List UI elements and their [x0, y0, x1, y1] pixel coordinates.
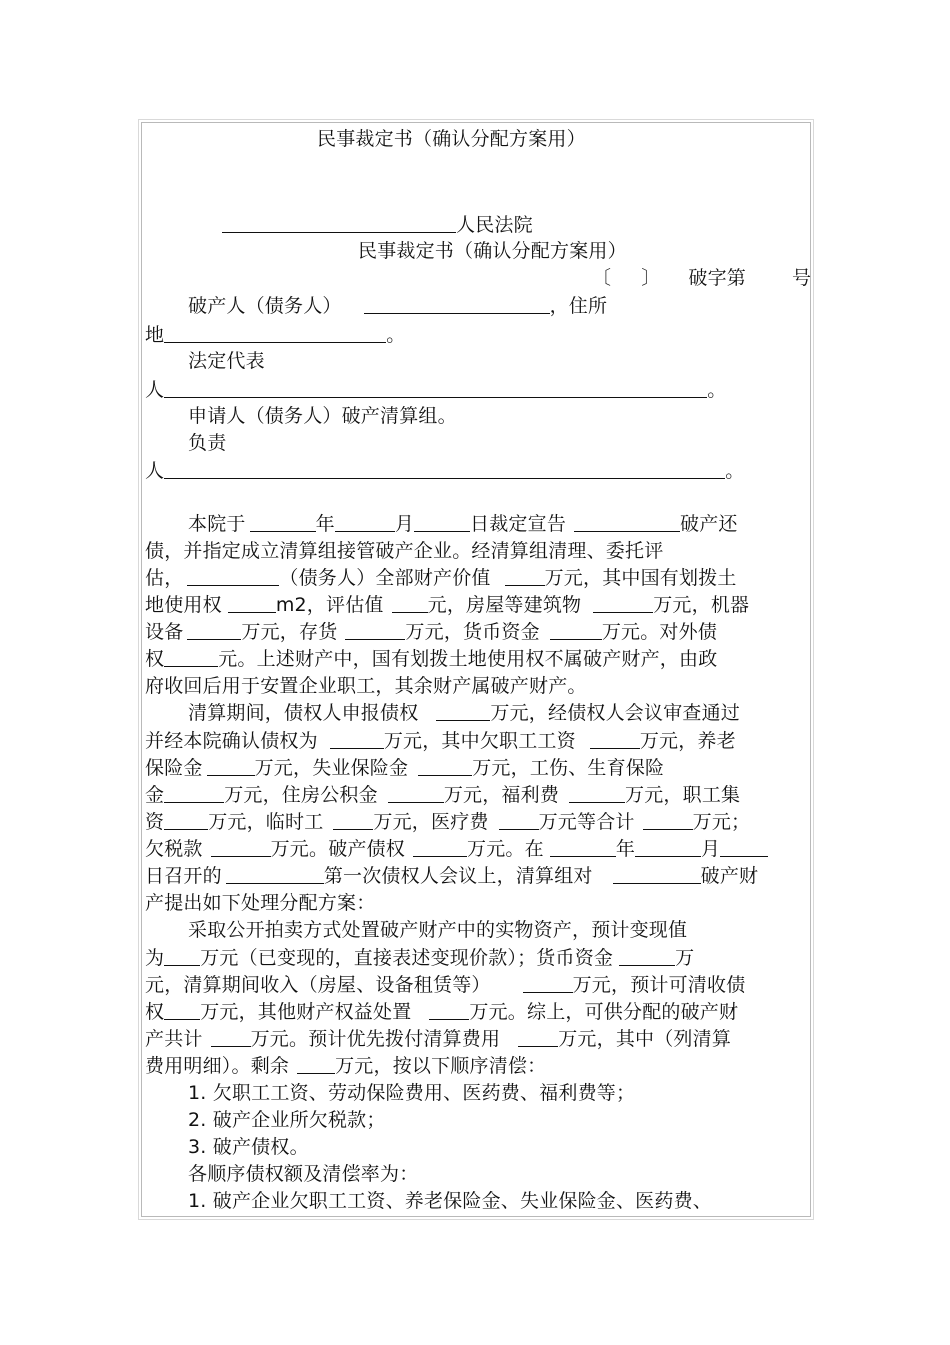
- blank-distributable[interactable]: [211, 1028, 251, 1047]
- p2-text: 第一次债权人会议上，清算组对: [323, 865, 593, 887]
- p2-text: 万元；: [692, 811, 751, 833]
- p2-line3: [145, 756, 664, 780]
- p2-text: 万元，工伤、生育保险: [472, 757, 665, 779]
- p3-text: 万元（已变现的，直接表述变现价款）；货币资金: [200, 947, 614, 969]
- blank-fundraising[interactable]: [164, 811, 208, 830]
- p2-line8: 产提出如下处理分配方案：: [145, 892, 376, 914]
- principal-line: [145, 459, 744, 483]
- applicant-line: 申请人（债务人）破产清算组。: [188, 405, 457, 427]
- blank-meeting-month[interactable]: [635, 838, 701, 857]
- blank-rental-income[interactable]: [523, 974, 573, 993]
- p2-text: 清算期间，债权人申报债权: [188, 702, 419, 724]
- p1-text: 权: [145, 648, 165, 670]
- blank-wages[interactable]: [590, 730, 640, 749]
- blank-meeting-date[interactable]: [226, 865, 324, 884]
- court-name-line: [222, 213, 533, 237]
- p2-text: 万元，职工集: [625, 784, 741, 806]
- blank-cash[interactable]: [550, 621, 602, 640]
- order-item-3: 3. 破产债权。: [188, 1136, 309, 1158]
- p2-text: 万元，临时工: [208, 811, 324, 833]
- p1-text: m2，评估值: [275, 594, 384, 616]
- blank-address[interactable]: [164, 324, 386, 343]
- blank-inventory[interactable]: [345, 621, 405, 640]
- p3-line6: [145, 1054, 546, 1078]
- order-item-1: 1. 欠职工工资、劳动保险费用、医药费、福利费等；: [188, 1082, 636, 1104]
- blank-legal-rep[interactable]: [164, 379, 707, 398]
- p3-line4: [145, 1000, 738, 1024]
- legal-rep-label: 法定代表: [188, 350, 265, 372]
- p1-text: 破产还: [680, 513, 738, 535]
- p1-line1: [188, 512, 738, 536]
- bankrupt-label: 破产人（债务人）: [188, 295, 342, 317]
- principal-suffix: 人: [145, 460, 165, 482]
- residence-label: ，住所: [549, 295, 608, 317]
- address-end: 。: [386, 324, 406, 346]
- p1-line6: [145, 647, 717, 671]
- legal-rep-suffix: 人: [145, 379, 165, 401]
- blank-total-value[interactable]: [505, 567, 545, 586]
- legal-rep-line: [145, 378, 726, 402]
- p3-text: 元，清算期间收入（房屋、设备租赁等）: [145, 974, 491, 996]
- blank-buildings[interactable]: [593, 594, 653, 613]
- p2-text: 并经本院确认债权为: [145, 730, 318, 752]
- case-year-open: 〔: [592, 267, 612, 289]
- p1-text: 万元，机器: [653, 594, 750, 616]
- p2-text: 万元，福利费: [443, 784, 560, 806]
- p3-text: 为: [145, 947, 165, 969]
- blank-bankruptcy-claims[interactable]: [413, 838, 467, 857]
- case-mid: 破字第: [688, 267, 747, 289]
- p3-text: 万元。预计优先拨付清算费用: [250, 1028, 501, 1050]
- p2-text: 万元，医疗费: [373, 811, 489, 833]
- p1-text: 日裁定宣告: [470, 513, 567, 535]
- blank-debtor[interactable]: [187, 567, 279, 586]
- p2-text: 万元等合计: [538, 811, 635, 833]
- blank-appraisal[interactable]: [392, 594, 428, 613]
- p2-text: 欠税款: [145, 838, 203, 860]
- p2-text: 金: [145, 784, 165, 806]
- p2-text: 破产财: [700, 865, 759, 887]
- principal-end: 。: [725, 460, 745, 482]
- p1-text: 元。上述财产中，国有划拨土地使用权不属破产财产，由政: [218, 648, 718, 670]
- principal-label: 负责: [188, 432, 227, 454]
- p1-line2: 债，并指定成立清算组接管破产企业。经清算组清理、委托评: [145, 540, 664, 562]
- p3-text: 权: [145, 1001, 165, 1023]
- p1-text: （债务人）全部财产价值: [279, 567, 491, 589]
- p1-line5: [145, 620, 717, 644]
- blank-medical[interactable]: [499, 811, 539, 830]
- court-suffix: 人民法院: [456, 214, 533, 236]
- blank-enterprise-2[interactable]: [613, 865, 701, 884]
- case-end: 号: [792, 267, 812, 289]
- blank-declared-claims[interactable]: [436, 702, 490, 721]
- p1-text: 万元，货币资金: [405, 621, 540, 643]
- p3-text: 万元。综上，可供分配的破产财: [469, 1001, 739, 1023]
- p2-line6: [145, 837, 768, 861]
- p2-text: 资: [145, 811, 165, 833]
- p2-text: 万元，经债权人会议审查通过: [490, 702, 741, 724]
- p1-text: 设备: [145, 621, 184, 643]
- blank-realization-value[interactable]: [164, 947, 200, 966]
- blank-injury-insurance[interactable]: [164, 784, 224, 803]
- blank-clearing-costs[interactable]: [518, 1028, 558, 1047]
- case-year-close: 〕: [641, 267, 661, 289]
- p1-text: 万元，存货: [241, 621, 338, 643]
- p2-text: 月: [701, 838, 721, 860]
- p3-text: 万元，预计可清收债: [572, 974, 746, 996]
- document-title: 民事裁定书（确认分配方案用）: [358, 240, 627, 262]
- p2-text: 万元。在: [467, 838, 544, 860]
- blank-meeting-day[interactable]: [720, 838, 768, 857]
- rates-item-1: 1. 破产企业欠职工工资、养老保险金、失业保险金、医药费、: [188, 1190, 712, 1212]
- p3-text: 费用明细）。剩余: [145, 1055, 290, 1077]
- p1-text: 本院于: [188, 513, 246, 535]
- blank-land-area[interactable]: [228, 594, 276, 613]
- blank-meeting-year[interactable]: [550, 838, 616, 857]
- p1-text: 估，: [145, 567, 184, 589]
- blank-month[interactable]: [335, 513, 395, 532]
- p1-text: 地使用权: [145, 594, 222, 616]
- header-title: 民事裁定书（确认分配方案用）: [317, 128, 586, 150]
- p2-text: 年: [615, 838, 636, 860]
- rates-title: 各顺序债权额及清偿率为：: [188, 1163, 419, 1185]
- blank-welfare[interactable]: [569, 784, 625, 803]
- p2-text: 万元。破产债权: [270, 838, 406, 860]
- p2-text: 万元，养老: [639, 730, 736, 752]
- p2-line1: [188, 701, 740, 725]
- p2-line2: [145, 729, 736, 753]
- blank-pension[interactable]: [207, 757, 255, 776]
- p1-line3: [145, 566, 737, 590]
- p3-line5: [145, 1027, 731, 1051]
- p2-line7: [145, 864, 758, 888]
- blank-equipment[interactable]: [187, 621, 241, 640]
- p3-line1: 采取公开拍卖方式处置破产财产中的实物资产，预计变现值: [188, 919, 688, 941]
- blank-collectable[interactable]: [164, 1001, 200, 1020]
- blank-principal[interactable]: [164, 460, 725, 479]
- p2-text: 万元，住房公积金: [224, 784, 378, 806]
- blank-cash-2[interactable]: [619, 947, 675, 966]
- p1-line4: [145, 593, 749, 617]
- p2-line4: [145, 783, 740, 807]
- address-line: [145, 323, 405, 347]
- p1-text: 年: [315, 513, 335, 535]
- blank-housing-fund[interactable]: [388, 784, 444, 803]
- p1-text: 万元，其中国有划拨土: [544, 567, 737, 589]
- blank-day[interactable]: [414, 513, 470, 532]
- p2-text: 万元，失业保险金: [254, 757, 409, 779]
- blank-enterprise[interactable]: [574, 513, 680, 532]
- blank-bankrupt-name[interactable]: [364, 295, 550, 314]
- blank-other-rights[interactable]: [429, 1001, 469, 1020]
- p1-text: 月: [394, 513, 415, 535]
- p1-text: 万元。对外债: [601, 621, 718, 643]
- p3-text: 万元，按以下顺序清偿：: [335, 1055, 547, 1077]
- p3-text: 产共计: [145, 1028, 203, 1050]
- p3-line2: [145, 946, 694, 970]
- blank-unemployment[interactable]: [418, 757, 472, 776]
- case-number: [592, 266, 811, 290]
- order-item-2: 2. 破产企业所欠税款；: [188, 1109, 386, 1131]
- p2-line5: [145, 810, 750, 834]
- blank-subtotal[interactable]: [643, 811, 693, 830]
- p1-line7: 府收回后用于安置企业职工，其余财产属破产财产。: [145, 675, 587, 697]
- blank-confirmed-claims[interactable]: [330, 730, 384, 749]
- blank-receivables[interactable]: [164, 648, 218, 667]
- p3-text: 万元，其他财产权益处置: [200, 1001, 412, 1023]
- blank-year[interactable]: [250, 513, 316, 532]
- address-label: 地: [145, 324, 165, 346]
- blank-remaining[interactable]: [297, 1055, 335, 1074]
- p2-text: 万元，其中欠职工工资: [383, 730, 576, 752]
- p3-text: 万元，其中（列清算: [558, 1028, 732, 1050]
- legal-rep-end: 。: [707, 379, 727, 401]
- p2-text: 保险金: [145, 757, 203, 779]
- p1-text: 元，房屋等建筑物: [427, 594, 582, 616]
- p3-text: 万: [675, 947, 695, 969]
- bankrupt-line: [188, 294, 607, 318]
- p3-line3: [145, 973, 745, 997]
- p2-text: 日召开的: [145, 865, 222, 887]
- blank-temp-workers[interactable]: [333, 811, 373, 830]
- blank-court-name[interactable]: [222, 214, 456, 233]
- blank-taxes[interactable]: [211, 838, 271, 857]
